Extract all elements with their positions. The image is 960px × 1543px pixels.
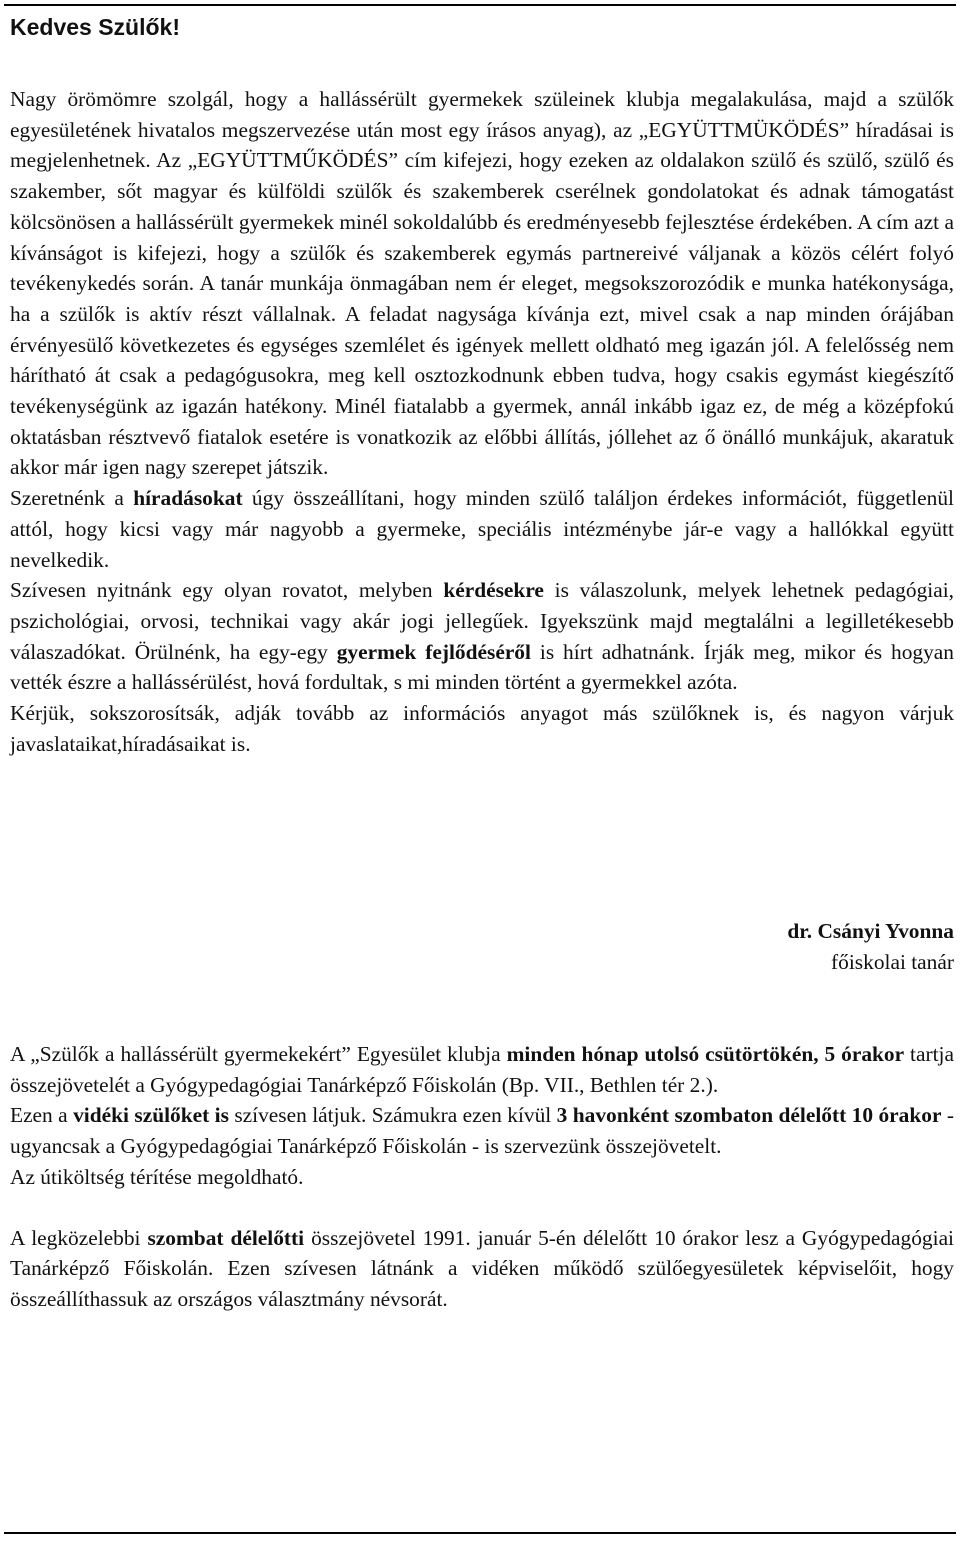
paragraph-next-meeting: A legközelebbi szombat délelőtti összejövetel 1991. január 5-én délelőtt 10 órakor lesz a Gyógypedagógiai Tanárképző Főiskolán. Ezen szívesen látnánk a vidéken működő szülőegyesületek képviselőit, hogy összeállíthassuk az országos választmány névsorát. xyxy=(10,1225,955,1311)
paragraph-request: Kérjük, sokszorosítsák, adják tovább az információs anyagot más szülőknek is, és nagyon várjuk javaslataikat,híradásaikat is. xyxy=(10,701,954,756)
paragraph-newsletter: Szeretnénk a híradásokat úgy összeállítani, hogy minden szülő találjon érdekes információt, függetlenül attól, hogy kicsi vagy már nagyobb a gyermeke, speciális intézménybe jár-e vagy a hallókkal együtt nevelkedik. xyxy=(10,486,954,572)
letter-body xyxy=(10,84,954,759)
top-rule xyxy=(4,4,956,6)
paragraph-intro: Nagy örömömre szolgál, hogy a hallássérült gyermekek szüleinek klubja megalakulása, majd a szülők egyesületének hivatalos megszervezése után most egy írásos anyag), az „EGYÜTTMÜKÖDÉS” híradásai is megjelenhetnek. Az „EGYÜTTMŰKÖDÉS” cím kifejezi, hogy ezeken az oldalakon szülő és szülő, szülő és szakember, sőt magyar és külföldi szülők és szakemberek cserélnek gondolatokat és adnak támogatást kölcsönösen a hallássérült gyermekek minél sokoldalúbb és eredményesebb fejlesztése érdekében. A cím azt a kívánságot is kifejezi, hogy a szülők és szakemberek egymás partnereivé váljanak a közös célért folyó tevékenykedés során. A tanár munkája önmagában nem ér eleget, megsokszorozódik e munka hatékonysága, ha a szülők is aktív részt vállalnak. A feladat nagysága kívánja ezt, mivel csak a nap minden órájában érvényesülő következetes és egységes szemlélet és igények mellett oldható meg igazán jól. A felelősség nem hárítható át csak a pedagógusokra, meg kell osztozkodnunk ebben tudva, hogy csakis egymást kiegészítő tevékenységünk az igazán hatékony. Minél fiatalabb a gyermek, annál inkább igaz ez, de még a középfokú oktatásban résztvevő fiatalok esetére is vonatkozik az előbbi állítás, jóllehet az ő önálló munkájuk, akaratuk akkor már igen nagy szerepet játszik. xyxy=(10,87,954,480)
signature-name: dr. Csányi Yvonna xyxy=(787,919,954,943)
greeting-heading: Kedves Szülők! xyxy=(10,14,180,40)
paragraph-club-meeting: A „Szülők a hallássérült gyermekekért” Egyesület klubja minden hónap utolsó csütörtökén, 5 órakor tartja összejövetelét a Gyógypedagógiai Tanárképző Főiskolán (Bp. VII., Bethlen tér 2.). xyxy=(10,1042,954,1097)
signature-title: főiskolai tanár xyxy=(831,950,954,974)
signature-block xyxy=(787,916,954,978)
paragraph-spacer xyxy=(10,1193,954,1223)
paragraph-travel-cost: Az útiköltség térítése megoldható. xyxy=(10,1164,304,1189)
bottom-rule xyxy=(4,1532,956,1534)
club-announcement xyxy=(10,1039,954,1315)
paragraph-rural-parents: Ezen a vidéki szülőket is szívesen látjuk. Számukra ezen kívül 3 havonként szombaton délelőtt 10 órakor - ugyancsak a Gyógypedagógiai Tanárképző Főiskolán - is szervezünk összejövetelt. xyxy=(10,1103,954,1159)
paragraph-questions: Szívesen nyitnánk egy olyan rovatot, melyben kérdésekre is válaszolunk, melyek lehetnek pedagógiai, pszichológiai, orvosi, technikai vagy akár jogi jellegűek. Igyekszünk majd megtalálni a legilletékesebb válaszadókat. Örülnénk, ha egy-egy gyermek fejlődéséről is hírt adhatnánk. Írják meg, mikor és hogyan vették észre a hallássérülést, hová fordultak, s mi minden történt a gyermekkel azóta. xyxy=(10,578,954,695)
